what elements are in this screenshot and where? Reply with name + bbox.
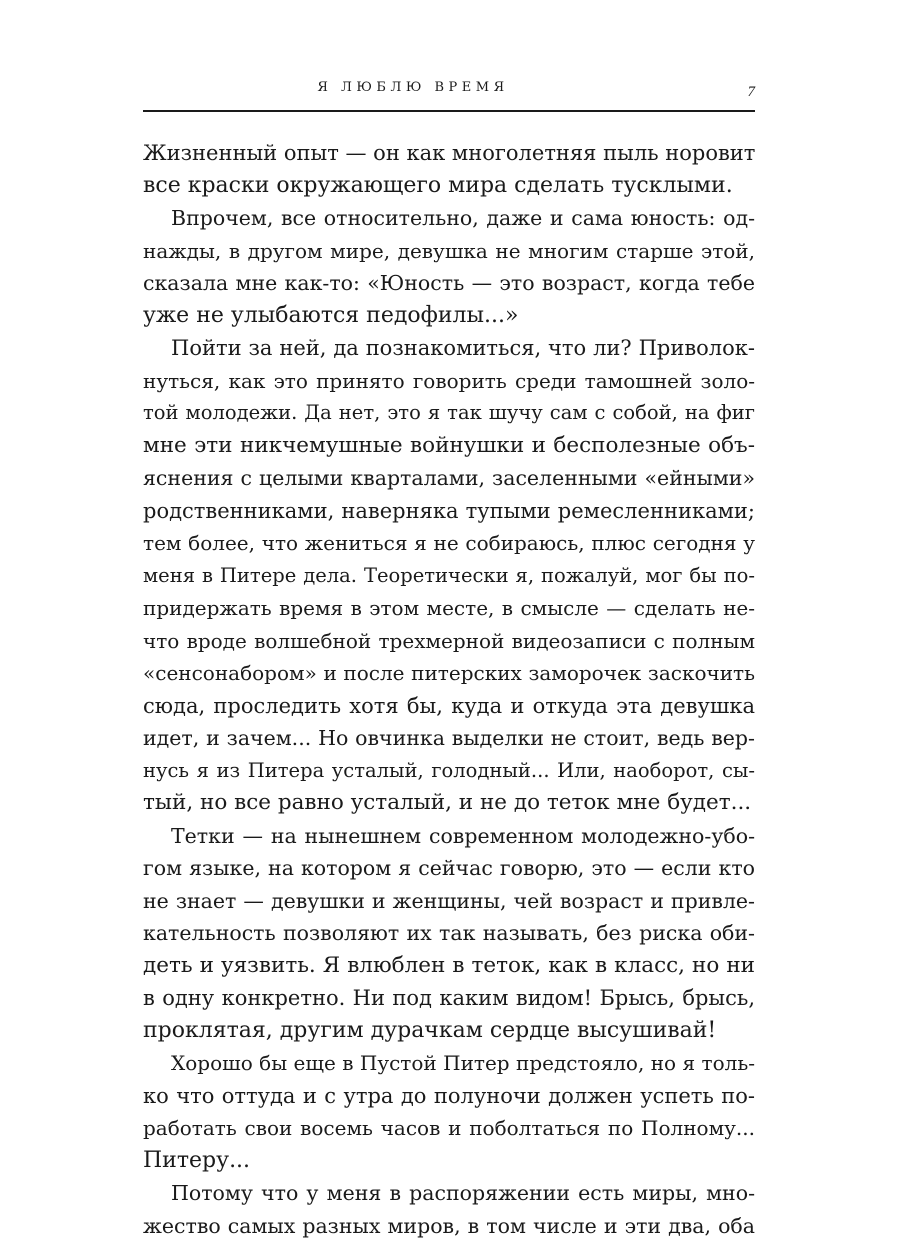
text-line: тем более, что жениться я не собираюсь, плюс сегодня у <box>143 527 755 560</box>
text-line: кательность позволяют их так называть, без риска оби- <box>143 917 755 950</box>
text-line: Жизненный опыт — он как многолетняя пыль норовит <box>143 137 755 170</box>
text-line: деть и уязвить. Я влюблен в теток, как в класс, но ни <box>143 950 755 983</box>
text-line: гом языке, на котором я сейчас говорю, это — если кто <box>143 852 755 885</box>
page-number: 7 <box>748 84 756 101</box>
text-line: проклятая, другим дурачкам сердце высушивай! <box>143 1015 755 1048</box>
text-line: не знает — девушки и женщины, чей возраст и привле- <box>143 885 755 918</box>
text-line: мне эти никчемушные войнушки и бесполезные объ- <box>143 430 755 463</box>
text-line: нуться, как это принято говорить среди тамошней золо- <box>143 365 755 398</box>
text-line: Потому что у меня в распоряжении есть миры, мно- <box>143 1177 755 1210</box>
text-line: ко что оттуда и с утра до полуночи должен успеть по- <box>143 1080 755 1113</box>
text-line: уже не улыбаются педофилы...» <box>143 300 755 333</box>
text-line: той молодежи. Да нет, это я так шучу сам с собой, на фиг <box>143 397 755 430</box>
text-line: тый, но все равно усталый, и не до теток мне будет... <box>143 787 755 820</box>
text-line: яснения с целыми кварталами, заселенными «ейными» <box>143 462 755 495</box>
running-header <box>143 78 755 108</box>
text-line: Питеру... <box>143 1145 755 1178</box>
body-text <box>143 137 755 1242</box>
text-line: все краски окружающего мира сделать тусклыми. <box>143 170 755 203</box>
text-line: сказала мне как-то: «Юность — это возраст, когда тебе <box>143 267 755 300</box>
text-line: Хорошо бы еще в Пустой Питер предстояло, но я толь- <box>143 1047 755 1080</box>
text-line: «сенсонабором» и после питерских заморочек заскочить <box>143 657 755 690</box>
text-line: родственниками, наверняка тупыми ремесленниками; <box>143 495 755 528</box>
text-line: нусь я из Питера усталый, голодный... Или, наоборот, сы- <box>143 755 755 788</box>
text-line: сюда, проследить хотя бы, куда и откуда эта девушка <box>143 690 755 723</box>
text-line: нажды, в другом мире, девушка не многим старше этой, <box>143 235 755 268</box>
text-line: что вроде волшебной трехмерной видеозаписи с полным <box>143 625 755 658</box>
running-title: Я ЛЮБЛЮ ВРЕМЯ <box>143 80 683 95</box>
text-line: жество самых разных миров, в том числе и эти два, оба <box>143 1210 755 1242</box>
text-line: Пойти за ней, да познакомиться, что ли? Приволок- <box>143 332 755 365</box>
text-line: Тетки — на нынешнем современном молодежно-убо- <box>143 820 755 853</box>
header-rule <box>143 110 755 112</box>
text-line: Впрочем, все относительно, даже и сама юность: од- <box>143 202 755 235</box>
text-line: придержать время в этом месте, в смысле — сделать не- <box>143 592 755 625</box>
text-line: в одну конкретно. Ни под каким видом! Брысь, брысь, <box>143 982 755 1015</box>
text-line: работать свои восемь часов и поболтаться по Полному... <box>143 1112 755 1145</box>
text-line: меня в Питере дела. Теоретически я, пожалуй, мог бы по- <box>143 560 755 593</box>
text-line: идет, и зачем... Но овчинка выделки не стоит, ведь вер- <box>143 722 755 755</box>
